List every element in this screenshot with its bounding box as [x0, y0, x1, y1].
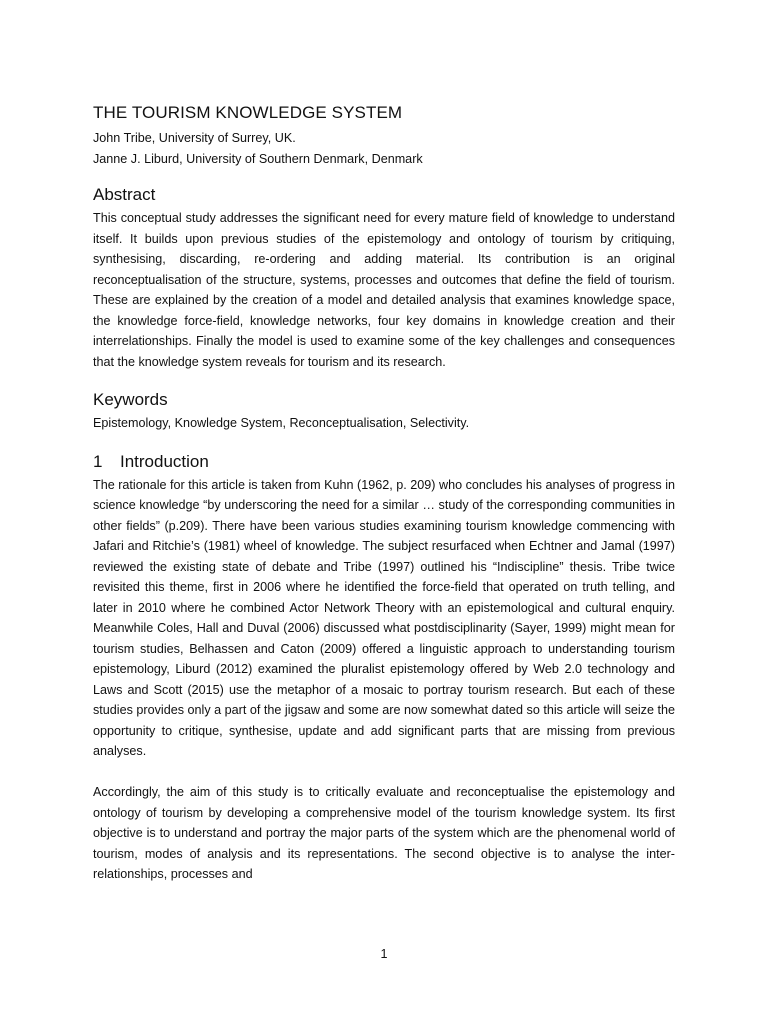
section-number: 1 — [93, 451, 103, 471]
intro-paragraph-1: The rationale for this article is taken from Kuhn (1962, p. 209) who concludes his analyses of progress in science knowledge “by underscoring the need for a similar … study of the corresponding communities in other fields” (p.209). There have been various studies examining tourism knowledge commencing with Jafari and Ritchie’s (1981) wheel of knowledge. The subject resurfaced when Echtner and Jamal (1997) reviewed the existing state of debate and Tribe (1997) outlined his “Indiscipline” thesis. Tribe twice revisited this theme, first in 2006 where he identified the force-field that operated on truth telling, and later in 2010 where he combined Actor Network Theory with an epistemological and cultural enquiry. Meanwhile Coles, Hall and Duval (2006) discussed what postdisciplinarity (Sayer, 1999) might mean for tourism studies, Belhassen and Caton (2009) offered a linguistic approach to understanding tourism epistemology, Liburd (2012) examined the pluralist epistemology offered by Web 2.0 technology and Laws and Scott (2015) use the metaphor of a mosaic to portray tourism research. But each of these studies provides only a part of the jigsaw and some are now somewhat dated so this article will seize the opportunity to critique, synthesise, update and add significant parts that are missing from previous analyses. — [93, 477, 675, 758]
keywords-text: Epistemology, Knowledge System, Reconceptualisation, Selectivity. — [93, 416, 470, 430]
section-title: Introduction — [120, 451, 209, 471]
page-number: 1 — [380, 947, 388, 961]
introduction-heading — [93, 451, 675, 473]
paper-title: THE TOURISM KNOWLEDGE SYSTEM — [93, 103, 403, 122]
abstract-heading: Abstract — [93, 185, 156, 204]
author-line-1: John Tribe, University of Surrey, UK. — [93, 131, 296, 145]
author-line-2: Janne J. Liburd, University of Southern Denmark, Denmark — [93, 151, 423, 166]
abstract-text: This conceptual study addresses the significant need for every mature field of knowledge to understand itself. It builds upon previous studies of the epistemology and ontology of tourism by critiquing, synthesising, discarding, re-ordering and adding material. Its contribution is an original reconceptualisation of the structure, systems, processes and outcomes that define the field of tourism. These are explained by the creation of a model and detailed analysis that examines knowledge space, the knowledge force-field, knowledge networks, four key domains in knowledge creation and their interrelationships. Finally the model is used to examine some of the key challenges and consequences that the knowledge system reveals for tourism and its research. — [93, 211, 675, 369]
intro-paragraph-2: Accordingly, the aim of this study is to critically evaluate and reconceptualise the epistemology and ontology of tourism by developing a comprehensive model of the tourism knowledge system. Its first objective is to understand and portray the major parts of the system which are the phenomenal world of tourism, modes of analysis and its representations. The second objective is to analyse the inter-relationships, processes and — [93, 785, 675, 881]
document-page — [93, 102, 675, 885]
keywords-heading: Keywords — [93, 390, 168, 409]
